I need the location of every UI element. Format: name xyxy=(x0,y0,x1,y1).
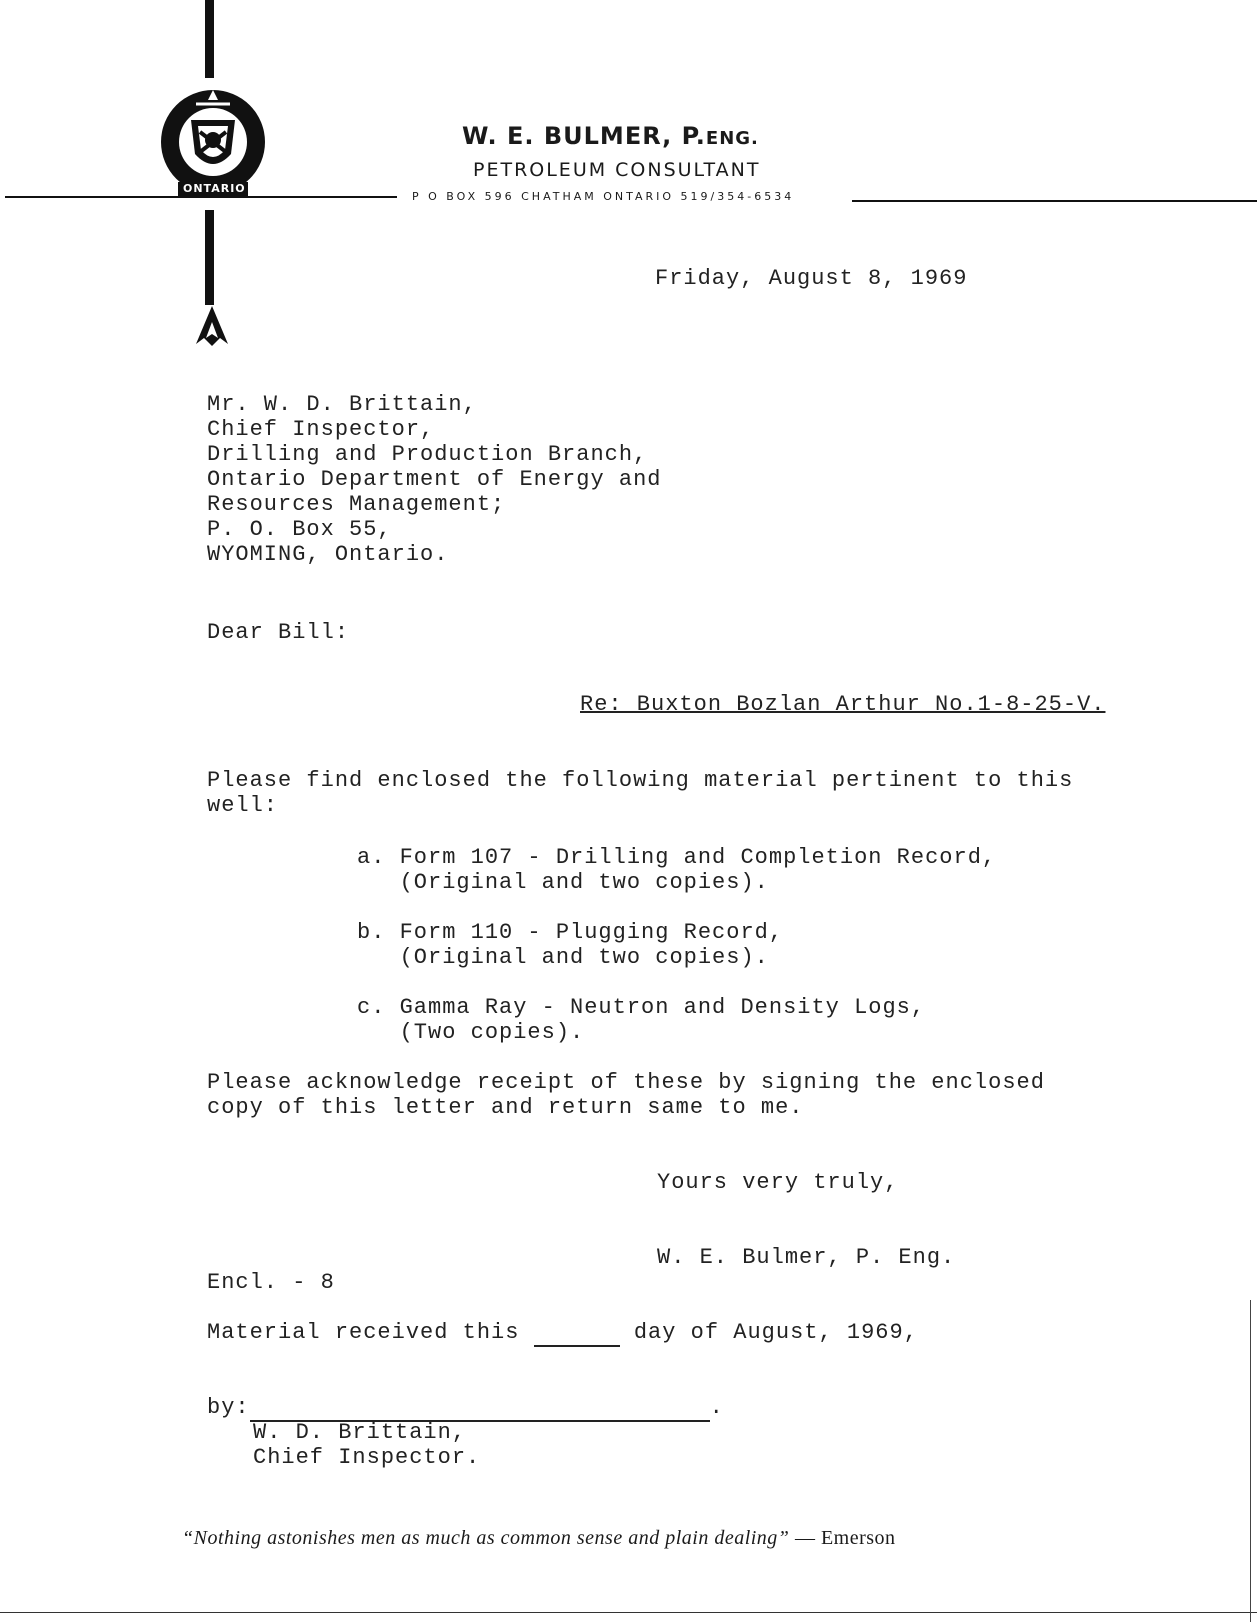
page-right-edge xyxy=(1250,1300,1251,1622)
salutation: Dear Bill: xyxy=(207,620,350,645)
seal-ontario-text: ONTARIO xyxy=(183,182,246,195)
by-line: by: . xyxy=(207,1395,724,1420)
re-line: Re: Buxton Bozlan Arthur No.1-8-25-V. xyxy=(580,692,1106,717)
recipient-line: P. O. Box 55, xyxy=(207,517,392,542)
received-line xyxy=(207,1320,918,1347)
footer-quote xyxy=(182,1527,896,1550)
enclosure-line: (Two copies). xyxy=(357,1020,585,1045)
letterhead-vertical-bar-bottom xyxy=(205,210,214,305)
enclosure-line: a. Form 107 - Drilling and Completion Record, xyxy=(357,845,997,870)
recipient-line: Drilling and Production Branch, xyxy=(207,442,648,467)
signature-blank[interactable] xyxy=(250,1395,710,1422)
quote-dash: — xyxy=(794,1527,816,1549)
by-signer-title: Chief Inspector. xyxy=(253,1445,481,1470)
acknowledge-line: copy of this letter and return same to me. xyxy=(207,1095,804,1120)
recipient-line: Mr. W. D. Brittain, xyxy=(207,392,477,417)
enclosure-count: Encl. - 8 xyxy=(207,1270,335,1295)
received-day-blank[interactable] xyxy=(534,1320,620,1347)
enclosure-line: (Original and two copies). xyxy=(357,870,769,895)
enclosure-line: b. Form 110 - Plugging Record, xyxy=(357,920,784,945)
quote-text: “Nothing astonishes men as much as common sense and plain dealing” xyxy=(182,1527,790,1549)
by-signer xyxy=(253,1420,480,1470)
letterhead-rule-right xyxy=(852,200,1257,202)
recipient-line: WYOMING, Ontario. xyxy=(207,542,449,567)
enclosure-line: (Original and two copies). xyxy=(357,945,769,970)
intro-paragraph xyxy=(207,768,1073,818)
recipient-line: Chief Inspector, xyxy=(207,417,435,442)
acknowledge-paragraph xyxy=(207,1070,1045,1120)
recipient-line: Resources Management; xyxy=(207,492,506,517)
by-label: by: xyxy=(207,1395,250,1420)
pen-nib-icon xyxy=(192,300,232,350)
signer-name: W. E. Bulmer, P. Eng. xyxy=(657,1245,956,1270)
closing: Yours very truly, xyxy=(657,1170,899,1195)
enclosure-item xyxy=(357,920,783,970)
recipient-address xyxy=(207,392,661,567)
page-bottom-edge xyxy=(0,1612,1257,1613)
consultant-address: P O BOX 596 CHATHAM ONTARIO 519/354-6534 xyxy=(412,190,795,203)
consultant-title: PETROLEUM CONSULTANT xyxy=(473,159,761,181)
enclosure-item xyxy=(357,995,925,1045)
enclosure-line: c. Gamma Ray - Neutron and Density Logs, xyxy=(357,995,926,1020)
received-prefix: Material received this xyxy=(207,1320,520,1345)
consultant-name: W. E. BULMER, P.ENG. xyxy=(462,122,759,150)
received-suffix: day of August, 1969, xyxy=(633,1320,918,1345)
intro-line: well: xyxy=(207,793,279,818)
quote-author: Emerson xyxy=(820,1527,896,1549)
letter-date: Friday, August 8, 1969 xyxy=(655,266,968,291)
letterhead-vertical-bar-top xyxy=(205,0,214,78)
acknowledge-line: Please acknowledge receipt of these by signing the enclosed xyxy=(207,1070,1045,1095)
recipient-line: Ontario Department of Energy and xyxy=(207,467,662,492)
intro-line: Please find enclosed the following material pertinent to this xyxy=(207,768,1074,793)
letterhead-rule-left xyxy=(5,196,397,198)
by-signer-name: W. D. Brittain, xyxy=(253,1420,467,1445)
enclosure-item xyxy=(357,845,996,895)
